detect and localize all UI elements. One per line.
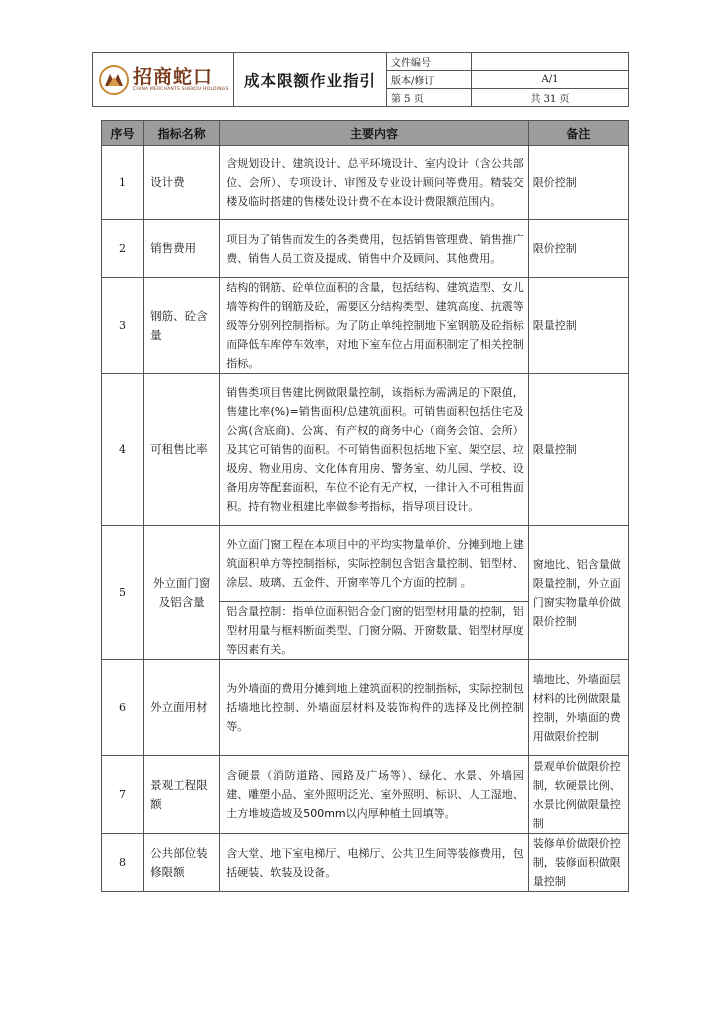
row-name: 设计费 — [144, 146, 220, 220]
cost-limit-table — [101, 120, 629, 892]
file-number-value — [472, 53, 629, 71]
logo-cell — [93, 53, 234, 107]
row-note: 限价控制 — [528, 220, 628, 278]
logo-english-text: CHINA MERCHANTS SHEKOU HOLDINGS — [133, 86, 229, 92]
company-logo — [93, 54, 233, 106]
row-note: 墙地比、外墙面层材料的比例做限量控制，外墙面的费用做限价控制 — [528, 660, 628, 756]
company-logo-icon — [99, 65, 129, 95]
row-content: 含大堂、地下室电梯厅、电梯厅、公共卫生间等装修费用，包括硬装、软装及设备。 — [220, 834, 529, 892]
logo-chinese-text: 招商蛇口 — [133, 65, 214, 88]
table-row — [102, 374, 629, 526]
row-index: 5 — [102, 526, 144, 660]
row-content: 含规划设计、建筑设计、总平环境设计、室内设计（含公共部位、会所）、专项设计、审图及专业设计顾问等费用。精装交楼及临时搭建的售楼处设计费不在本设计费限额范围内。 — [220, 146, 529, 220]
row-index: 1 — [102, 146, 144, 220]
row-note: 装修单价做限价控制，装修面积做限量控制 — [528, 834, 628, 892]
row-name: 公共部位装修限额 — [144, 834, 220, 892]
row-name: 销售费用 — [144, 220, 220, 278]
document-title: 成本限额作业指引 — [234, 53, 387, 107]
row-name: 可租售比率 — [144, 374, 220, 526]
table-row — [102, 756, 629, 834]
version-label: 版本/修订 — [387, 71, 472, 89]
row-note: 限量控制 — [528, 278, 628, 374]
row-name: 外立面门窗及铝含量 — [144, 526, 220, 660]
row-index: 6 — [102, 660, 144, 756]
document-header — [92, 52, 629, 107]
table-row — [102, 526, 629, 602]
row-content: 含硬景（消防道路、园路及广场等）、绿化、水景、外墙园建、雕塑小品、室外照明泛光、室外照明、标识、人工湿地、土方堆坡造坡及500mm以内厚种植土回填等。 — [220, 756, 529, 834]
row-name: 钢筋、砼含量 — [144, 278, 220, 374]
row-content: 结构的钢筋、砼单位面积的含量，包括结构、建筑造型、女儿墙等构件的钢筋及砼，需要区分结构类型、建筑高度、抗震等级等分别列控制指标。为了防止单纯控制地下室钢筋及砼指标而降低车库停车效率，对地下室车位占用面积制定了相关控制指标。 — [220, 278, 529, 374]
table-header-row — [102, 121, 629, 146]
file-number-label: 文件编号 — [387, 53, 472, 71]
table-row — [102, 834, 629, 892]
page-number: 第 5 页 — [387, 89, 472, 107]
row-index: 3 — [102, 278, 144, 374]
row-note: 限量控制 — [528, 374, 628, 526]
table-row — [102, 660, 629, 756]
row-index: 8 — [102, 834, 144, 892]
table-row — [102, 278, 629, 374]
row-note: 窗地比、铝含量做限量控制，外立面门窗实物量单价做限价控制 — [528, 526, 628, 660]
row-name: 外立面用材 — [144, 660, 220, 756]
row-content: 外立面门窗工程在本项目中的平均实物量单价、分摊到地上建筑面积单方等控制指标，实际控制包含铝含量控制、铝型材、涂层、玻璃、五金件、开窗率等几个方面的控制 。 — [220, 526, 529, 602]
row-index: 7 — [102, 756, 144, 834]
header-main-content: 主要内容 — [220, 121, 529, 146]
row-index: 2 — [102, 220, 144, 278]
header-index: 序号 — [102, 121, 144, 146]
table-row — [102, 146, 629, 220]
table-row — [102, 220, 629, 278]
row-name: 景观工程限额 — [144, 756, 220, 834]
row-content: 为外墙面的费用分摊到地上建筑面积的控制指标，实际控制包括墙地比控制、外墙面层材料及装饰构件的选择及比例控制等。 — [220, 660, 529, 756]
header-indicator-name: 指标名称 — [144, 121, 220, 146]
total-pages: 共 31 页 — [472, 89, 629, 107]
row-content: 项目为了销售而发生的各类费用，包括销售管理费、销售推广费、销售人员工资及提成、销售中介及顾问、其他费用。 — [220, 220, 529, 278]
row-note: 限价控制 — [528, 146, 628, 220]
row-content-secondary: 铝含量控制：指单位面积铝合金门窗的铝型材用量的控制，铝型材用量与框料断面类型、门窗分隔、开窗数量、铝型材厚度等因素有关。 — [220, 602, 529, 660]
row-note: 景观单价做限价控制，软硬景比例、水景比例做限量控制 — [528, 756, 628, 834]
row-index: 4 — [102, 374, 144, 526]
row-content: 销售类项目售建比例做限量控制，该指标为需满足的下限值，售建比率(%)=销售面积/总建筑面积。可销售面积包括住宅及公寓(含底商)、公寓、有产权的商务中心（商务会馆、会所）及其它可销售的面积。不可销售面积包括地下室、架空层、垃圾房、物业用房、文化体育用房、警务室、幼儿园、学校、设备用房等配套面积，车位不论有无产权，一律计入不可租售面积。持有物业租建比率做参考指标，指导项目设计。 — [220, 374, 529, 526]
header-remarks: 备注 — [528, 121, 628, 146]
version-value: A/1 — [472, 71, 629, 89]
